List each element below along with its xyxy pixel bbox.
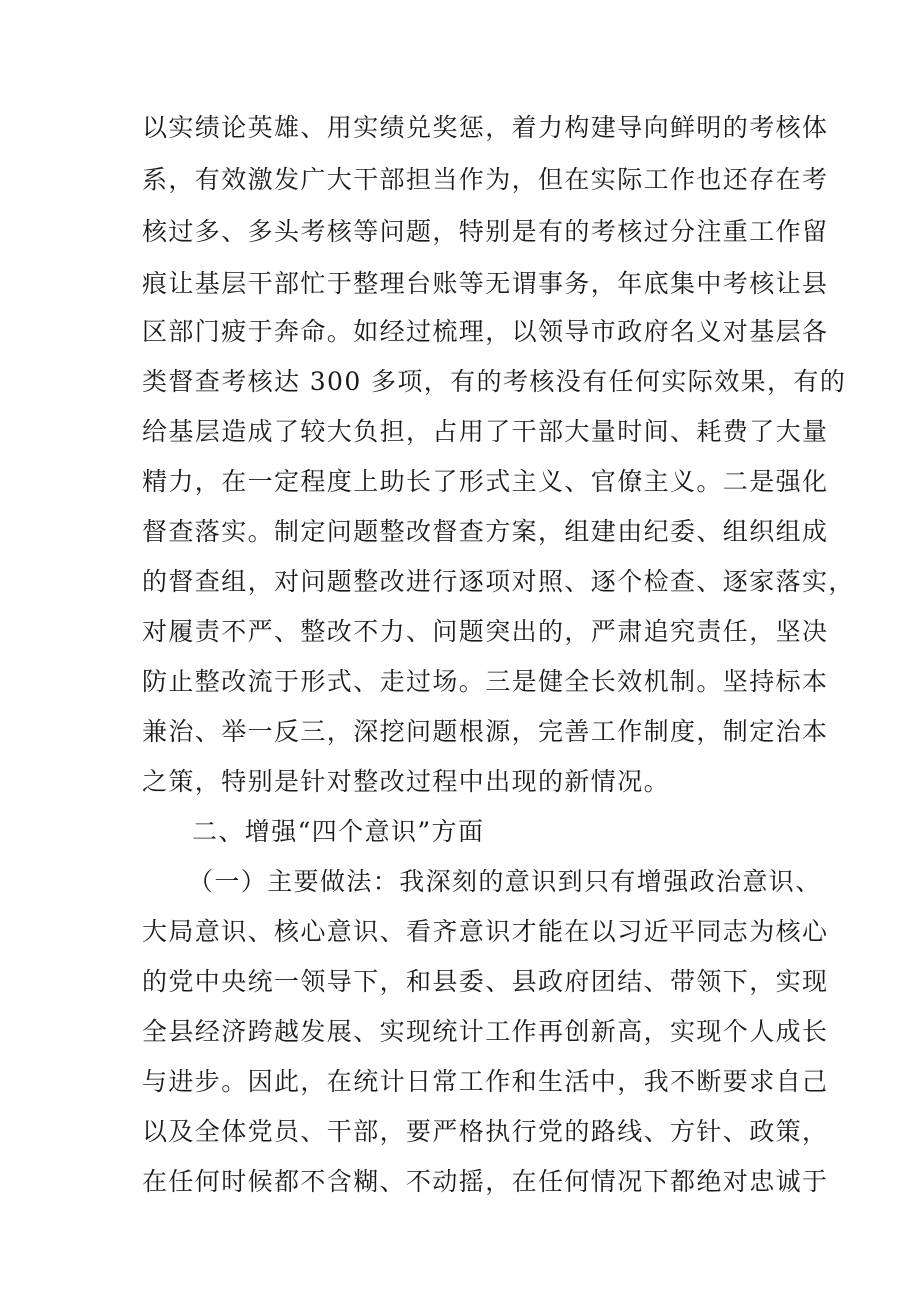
text-line: 类督查考核达 300 多项，有的考核没有任何实际效果，有的 xyxy=(142,367,847,396)
text-line: 精力，在一定程度上助长了形式主义、官僚主义。二是强化 xyxy=(142,467,829,496)
text-line: 区部门疲于奔命。如经过梳理，以领导市政府名义对基层各 xyxy=(142,317,829,346)
section-heading: 二、增强“四个意识”方面 xyxy=(192,817,485,846)
text-line: 兼治、举一反三，深挖问题根源，完善工作制度，制定治本 xyxy=(142,717,829,746)
text-line: 与进步。因此，在统计日常工作和生活中，我不断要求自己 xyxy=(142,1067,829,1096)
text-line: 的党中央统一领导下，和县委、县政府团结、带领下，实现 xyxy=(142,967,829,996)
text-line: 以及全体党员、干部，要严格执行党的路线、方针、政策， xyxy=(142,1117,829,1146)
text-line: 对履责不严、整改不力、问题突出的，严肃追究责任，坚决 xyxy=(142,617,829,646)
text-line: 核过多、多头考核等问题，特别是有的考核过分注重工作留 xyxy=(142,217,829,246)
text-line: 防止整改流于形式、走过场。三是健全长效机制。坚持标本 xyxy=(142,667,829,696)
text-line: 系，有效激发广大干部担当作为，但在实际工作也还存在考 xyxy=(142,165,829,194)
text-line: 在任何时候都不含糊、不动摇，在任何情况下都绝对忠诚于 xyxy=(142,1167,829,1196)
text-line: 全县经济跨越发展、实现统计工作再创新高，实现个人成长 xyxy=(142,1017,829,1046)
text-line: 大局意识、核心意识、看齐意识才能在以习近平同志为核心 xyxy=(142,917,829,946)
text-line: （一）主要做法：我深刻的意识到只有增强政治意识、 xyxy=(188,867,822,896)
text-line: 痕让基层干部忙于整理台账等无谓事务，年底集中考核让县 xyxy=(142,269,829,298)
text-line: 的督查组，对问题整改进行逐项对照、逐个检查、逐家落实， xyxy=(142,567,855,596)
text-line: 之策，特别是针对整改过程中出现的新情况。 xyxy=(142,767,671,796)
text-line: 督查落实。制定问题整改督查方案，组建由纪委、组织组成 xyxy=(142,517,829,546)
text-line: 给基层造成了较大负担，占用了干部大量时间、耗费了大量 xyxy=(142,417,829,446)
text-line: 以实绩论英雄、用实绩兑奖惩，着力构建导向鲜明的考核体 xyxy=(142,113,829,142)
